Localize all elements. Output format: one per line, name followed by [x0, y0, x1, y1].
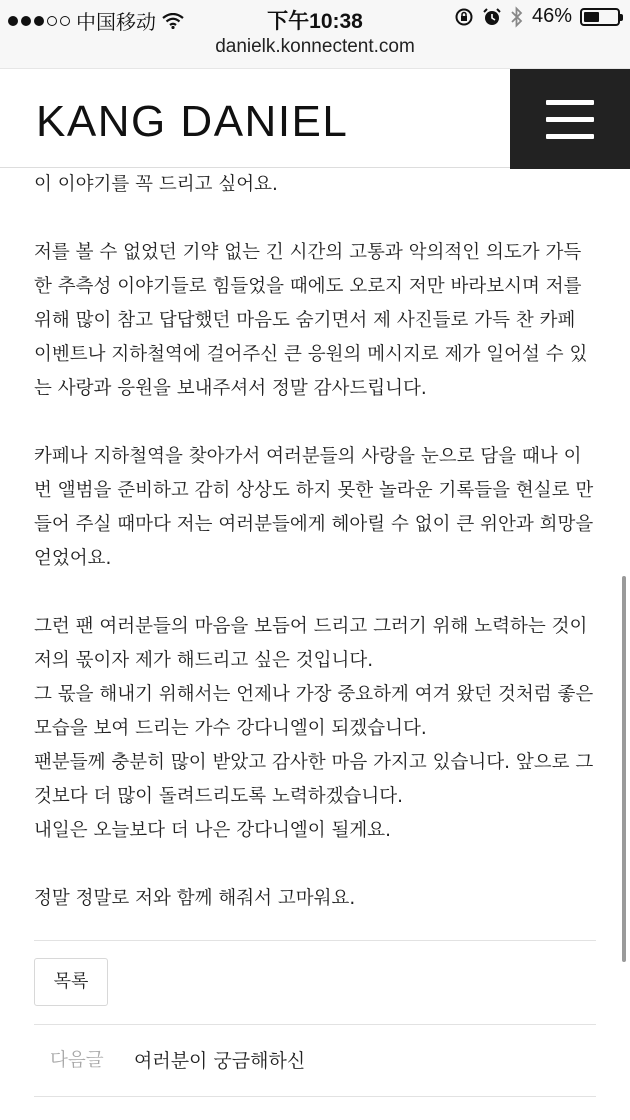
article-text: 내일은 오늘보다 더 나은 강다니엘이 될게요. [34, 820, 391, 841]
status-right [454, 5, 620, 28]
next-post-title[interactable]: 여러분이 궁금해하신 [134, 1050, 306, 1072]
article-paragraph [34, 440, 596, 576]
article-text: 저를 볼 수 없었던 기약 없는 긴 시간의 고통과 악의적인 의도가 가득한 추측성 이야기들로 힘들었을 때에도 오로지 저만 바라보시며 저를 위해 많이 참고 답답했던 마음도 숨기면서 제 사진들로 가득 찬 카페 이벤트나 지하철역에 걸어주신 큰 응원의 메시지로 제가 일어설 수 있는 사랑과 응원을 보내주셔서 정말 감사드립니다. [34, 242, 588, 399]
hamburger-menu-button[interactable] [510, 69, 630, 169]
divider [34, 1024, 596, 1025]
article-text: 정말 정말로 저와 함께 해줘서 고마워요. [34, 888, 356, 909]
list-button[interactable]: 목록 [34, 958, 108, 1006]
status-time: 下午10:38 [267, 10, 363, 33]
alarm-icon [482, 7, 502, 27]
status-bar [0, 0, 630, 34]
article-paragraph [34, 168, 596, 202]
article-text: 그 몫을 해내기 위해서는 언제나 가장 중요하게 여겨 왔던 것처럼 좋은 모습을 보여 드리는 가수 강다니엘이 되겠습니다. [34, 684, 594, 739]
article-body [34, 168, 596, 950]
url-bar[interactable] [0, 34, 630, 68]
article-paragraph [34, 882, 596, 916]
next-post-row[interactable] [34, 1026, 596, 1096]
battery-percent: 46% [531, 5, 572, 27]
site-logo[interactable]: KANG DANIEL [36, 97, 349, 146]
hamburger-icon-bar [546, 134, 594, 139]
next-post-label: 다음글 [50, 1050, 104, 1071]
scrollbar[interactable] [622, 576, 626, 962]
battery-level [584, 12, 599, 22]
url-text: danielk.konnectent.com [215, 36, 415, 57]
battery-icon [580, 8, 620, 26]
article-text: 이 이야기를 꼭 드리고 싶어요. [34, 174, 278, 195]
article-text: 그런 팬 여러분들의 마음을 보듬어 드리고 그러기 위해 노력하는 것이 저의 몫이자 제가 해드리고 싶은 것입니다. [34, 616, 588, 671]
bluetooth-icon [510, 6, 524, 28]
site-header [0, 68, 630, 168]
carrier-name: 中国移动 [76, 12, 156, 34]
article-text: 카페나 지하철역을 찾아가서 여러분들의 사랑을 눈으로 담을 때나 이번 앨범을 준비하고 감히 상상도 하지 못한 놀라운 기록들을 현실로 만들어 주실 때마다 저는 여러분들에게 헤아릴 수 없이 큰 위안과 희망을 얻었어요. [34, 446, 594, 569]
article-paragraph [34, 610, 596, 848]
hamburger-icon-bar [546, 100, 594, 105]
divider [34, 1096, 596, 1097]
hamburger-icon-bar [546, 117, 594, 122]
article-text: 팬분들께 충분히 많이 받았고 감사한 마음 가지고 있습니다. 앞으로 그것보다 더 많이 돌려드리도록 노력하겠습니다. [34, 752, 594, 807]
rotation-lock-icon [454, 7, 474, 27]
divider [34, 940, 596, 941]
article-paragraph [34, 236, 596, 406]
